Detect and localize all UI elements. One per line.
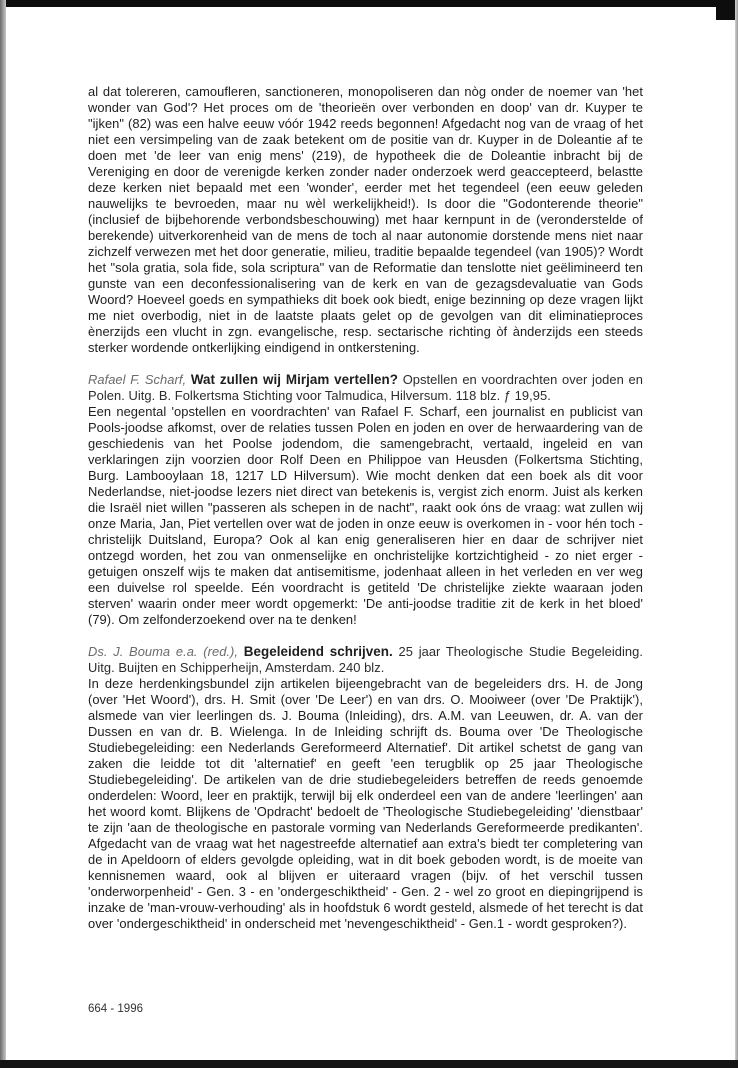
- review-heading: [88, 644, 643, 676]
- page-number: 664 - 1996: [88, 1003, 143, 1015]
- review-title: Wat zullen wij Mirjam vertellen?: [190, 372, 398, 387]
- intro-paragraph: al dat tolereren, camoufleren, sanctioneren, monopoliseren dan nòg onder de noemer van 'het wonder van God'? Het proces om de 'theorieën over verbonden en doop' van dr. Kuyper te "ijken" (82) was een halve eeuw vóór 1942 reeds begonnen! Afgedacht nog van de vraag of het niet een versimpeling van de zaak betekent om de positie van dr. Kuyper in de Doleantie af te doen met 'de leer van enig mens' (219), de hypotheek die de Doleantie inbracht bij de Vereniging en door de verenigde kerken zonder nader onderzoek werd geaccepteerd, belastte deze kerken niet bepaald met een 'wonder', eerder met het tegendeel (een eeuw geleden nauwelijks te bevroeden, maar nu wèl werkelijkheid!). Is door die "Godonterende theorie" (inclusief de bijbehorende verbondsbeschouwing) met haar kernpunt in de (veronderstelde of berekende) uitverkorenheid van de mens de toch al naar autonomie dorstende mens niet naar zichzelf verwezen met het door generatie, milieu, traditie bepaalde tegendeel (van 1905)? Wordt het "sola gratia, sola fide, sola scriptura" van de Reformatie dan tenslotte niet geëlimineerd ten gunste van een deconfessionalisering van de kerk en van de gezagsdevaluatie van Gods Woord? Hoeveel goeds en sympathieks dit boek ook biedt, enige bezinning op deze vragen lijkt me niet overbodig, niet in de laatste plaats gelet op de gevolgen van dit eliminatieproces ènerzijds een vlucht in zgn. evangelische, resp. sectarische richting òf ànderzijds een steeds sterker wordende ontkerlijking eindigend in ontkerstening.: [88, 84, 643, 355]
- review-author: Ds. J. Bouma e.a. (red.),: [88, 644, 239, 659]
- scan-bottom-edge: [0, 1060, 738, 1068]
- scan-top-edge: [0, 0, 738, 7]
- review-body: Een negental 'opstellen en voordrachten' van Rafael F. Scharf, een journalist en publicist van Pools-joodse afkomst, over de relaties tussen Polen en joden en over de herwaardering van de geschiedenis van het Poolse jodendom, die samengebracht, vertaald, ingeleid en van verklaringen zijn voorzien door Rolf Deen en Philippoe van Heusden (Folkertsma Stichting, Burg. Lambooylaan 18, 1217 LD Hilversum). Wie mocht denken dat een boek als dit voor Nederlandse, niet-joodse lezers niet direct van betekenis is, vergist zich enorm. Juist als kerken die Israël niet willen "passeren als schepen in de nacht", raakt ook óns de vraag: wat zullen wij onze Maria, Jan, Piet vertellen over wat de joden in onze eeuw is overkomen in - voor hén toch - christelijk Duitsland, Europa? Ook al kan enig generaliseren hier en daar de schrijver niet ontzegd worden, het zou van onmenselijke en onchristelijke kortzichtigheid - zo niet erger - getuigen onszelf wijs te maken dat antisemitisme, jodenhaat alleen in het verleden en ver weg een duivelse rol speelde. Eén voordracht is getiteld 'De christelijke ziekte waaraan joden sterven' waarin onder meer wordt opgemerkt: 'De anti-joodse traditie zit de kerk in het bloed' (79). Om zelfonderzoekend over na te denken!: [88, 404, 643, 627]
- review-publication-info: 25 jaar Theologische Studie Begeleiding. Uitg. Buijten en Schipperheijn, Amsterdam. 240 blz.: [88, 644, 643, 675]
- review-heading: [88, 372, 643, 404]
- review-author: Rafael F. Scharf,: [88, 372, 187, 387]
- review-title: Begeleidend schrijven.: [243, 644, 393, 659]
- review-scharf: [88, 372, 643, 628]
- review-publication-info: Opstellen en voordrachten over joden en Polen. Uitg. B. Folkertsma Stichting voor Talmudica, Hilversum. 118 blz. ƒ 19,95.: [88, 372, 643, 403]
- scan-left-edge: [0, 0, 6, 1068]
- review-bouma: [88, 644, 643, 932]
- page-body: [88, 84, 643, 932]
- review-body: In deze herdenkingsbundel zijn artikelen bijeengebracht van de begeleiders drs. H. de Jong (over 'Het Woord'), drs. H. Smit (over 'De Leer') en van drs. O. Mooiweer (over 'De Praktijk'), alsmede van vier leerlingen ds. J. Bouma (Inleiding), drs. A.M. van Leeuwen, dr. A. van der Dussen en van dr. B. Wielenga. In de Inleiding schrijft ds. Bouma over 'De Theologische Studiebegeleiding: een Nederlands Gereformeerd Alternatief'. Dit artikel schetst de gang van zaken die leidde tot dit 'alternatief' en geeft 'een terugblik op 25 jaar Theologische Studiebegeleiding'. De artikelen van de drie studiebegeleiders betreffen de reeds genoemde onderdelen: Woord, leer en praktijk, terwijl bij elk onderdeel een van de andere 'leerlingen' aan het woord komt. Blijkens de 'Opdracht' bedoelt de 'Theologische Studiebegeleiding' 'dienstbaar' te zijn 'aan de theologische en pastorale vorming van Nederlands Gereformeerde predikanten'. Afgedacht van de vraag wat het nagestreefde alternatief aan extra's biedt ter completering van de in Apeldoorn of elders gevolgde opleiding, wat in dit boek geboden wordt, is de moeite van kennisnemen waard, ook al blijven er uiteraard vragen (bijv. of het verschil tussen 'onderworpenheid' - Gen. 3 - en 'ondergeschiktheid' - Gen. 2 - wel zo groot en diepingrijpend is inzake de 'man-vrouw-verhouding' als in hoofdstuk 6 wordt gesteld, alsmede of het terecht is dat over 'ondergeschiktheid' in onderscheid met 'nevengeschiktheid' - Gen.1 - wordt gesproken?).: [88, 676, 643, 931]
